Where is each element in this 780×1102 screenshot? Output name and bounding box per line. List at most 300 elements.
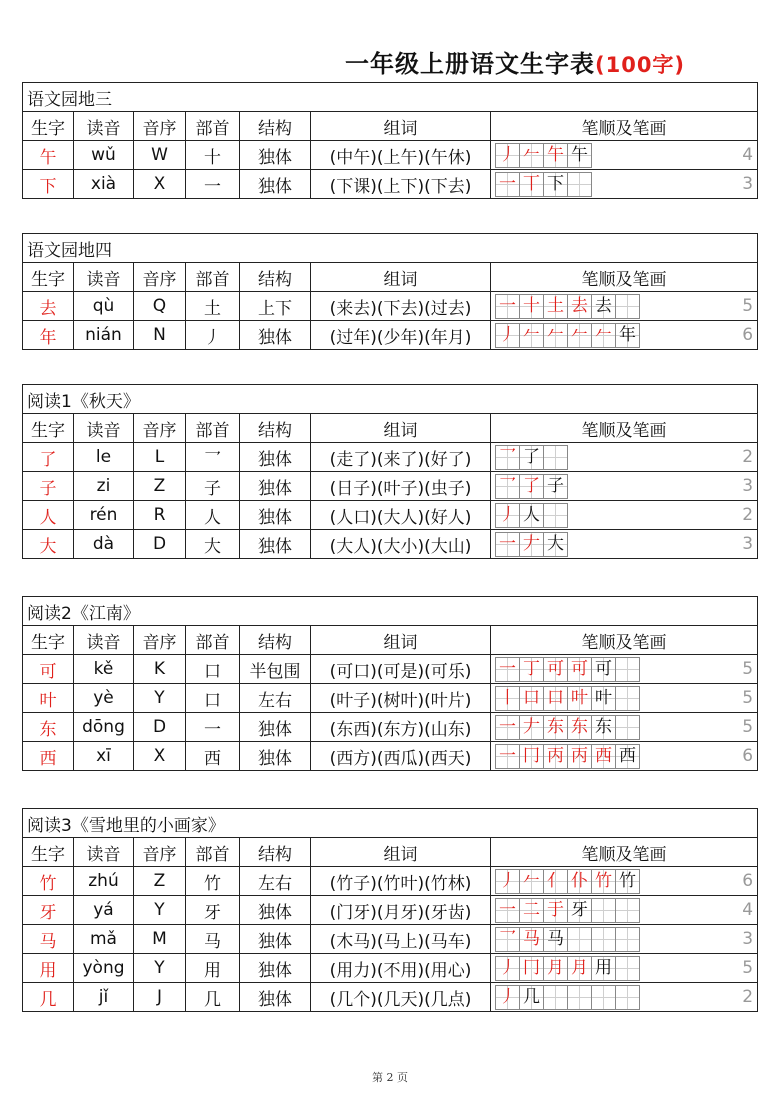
stroke-step: 𠂉: [523, 145, 540, 165]
stroke-box: [495, 985, 520, 1010]
column-header: 音序: [134, 112, 186, 141]
column-header: 结构: [240, 838, 311, 867]
pinyin-cell: dà: [74, 530, 134, 559]
stroke-step: 马: [547, 929, 564, 949]
stroke-grid: [495, 686, 640, 711]
stroke-order-cell: [491, 867, 758, 896]
radical-cell: 丿: [186, 321, 240, 350]
stroke-count: 6: [742, 746, 754, 766]
stroke-box: [543, 503, 568, 528]
stroke-count: 6: [742, 325, 754, 345]
stroke-order-cell: [491, 141, 758, 170]
column-header: 音序: [134, 838, 186, 867]
column-header: 笔顺及笔画: [491, 112, 758, 141]
stroke-grid: [495, 143, 592, 168]
stroke-box: [543, 445, 568, 470]
stroke-step: 可: [571, 659, 588, 679]
radical-cell: 土: [186, 292, 240, 321]
stroke-step: 月: [547, 958, 564, 978]
words-cell: (来去)(下去)(过去): [311, 292, 491, 321]
column-header: 笔顺及笔画: [491, 626, 758, 655]
stroke-order-cell: [491, 684, 758, 713]
table-row: [23, 292, 758, 321]
stroke-step: 用: [595, 958, 612, 978]
stroke-step: 乛: [499, 447, 516, 467]
structure-cell: 上下: [240, 292, 311, 321]
stroke-step: 西: [595, 746, 612, 766]
initial-cell: X: [134, 742, 186, 771]
stroke-step: 丿: [499, 958, 516, 978]
words-cell: (门牙)(月牙)(牙齿): [311, 896, 491, 925]
stroke-box: [567, 869, 592, 894]
character-cell: 午: [23, 141, 74, 170]
column-header: 部首: [186, 112, 240, 141]
character-cell: 下: [23, 170, 74, 199]
radical-cell: 十: [186, 141, 240, 170]
stroke-box: [543, 869, 568, 894]
pinyin-cell: nián: [74, 321, 134, 350]
stroke-grid: [495, 172, 592, 197]
stroke-box: [543, 985, 568, 1010]
column-header: 结构: [240, 263, 311, 292]
stroke-step: 西: [619, 746, 636, 766]
words-cell: (木马)(马上)(马车): [311, 925, 491, 954]
column-header: 部首: [186, 263, 240, 292]
stroke-box: [519, 503, 544, 528]
stroke-box: [519, 294, 544, 319]
stroke-box: [591, 869, 616, 894]
words-cell: (竹子)(竹叶)(竹林): [311, 867, 491, 896]
stroke-box: [495, 474, 520, 499]
table-row: [23, 867, 758, 896]
stroke-box: [567, 657, 592, 682]
initial-cell: Y: [134, 896, 186, 925]
structure-cell: 独体: [240, 141, 311, 170]
character-cell: 人: [23, 501, 74, 530]
stroke-step: 𠂉: [523, 871, 540, 891]
initial-cell: K: [134, 655, 186, 684]
structure-cell: 左右: [240, 684, 311, 713]
stroke-box: [615, 686, 640, 711]
stroke-grid: [495, 956, 640, 981]
initial-cell: Z: [134, 472, 186, 501]
column-header: 组词: [311, 626, 491, 655]
stroke-box: [591, 715, 616, 740]
pinyin-cell: mǎ: [74, 925, 134, 954]
column-header: 组词: [311, 263, 491, 292]
stroke-order-cell: [491, 954, 758, 983]
page-footer: 第 2 页: [372, 1071, 408, 1084]
stroke-box: [567, 985, 592, 1010]
stroke-step: 𠂇: [523, 717, 540, 737]
stroke-step: 丙: [571, 746, 588, 766]
stroke-step: 𠂇: [523, 534, 540, 554]
radical-cell: 乛: [186, 443, 240, 472]
stroke-box: [615, 869, 640, 894]
stroke-grid: [495, 445, 568, 470]
character-cell: 去: [23, 292, 74, 321]
stroke-box: [495, 503, 520, 528]
column-header: 组词: [311, 414, 491, 443]
initial-cell: N: [134, 321, 186, 350]
stroke-box: [591, 956, 616, 981]
stroke-box: [591, 323, 616, 348]
pinyin-cell: yè: [74, 684, 134, 713]
column-header: 音序: [134, 626, 186, 655]
table-row: [23, 684, 758, 713]
radical-cell: 大: [186, 530, 240, 559]
table-row: [23, 954, 758, 983]
stroke-grid: [495, 532, 568, 557]
stroke-step: 年: [619, 325, 636, 345]
stroke-order-cell: [491, 655, 758, 684]
stroke-step: 下: [547, 174, 564, 194]
stroke-order-cell: [491, 983, 758, 1012]
structure-cell: 独体: [240, 925, 311, 954]
stroke-box: [543, 532, 568, 557]
section-title: 语文园地三: [23, 83, 758, 112]
character-cell: 子: [23, 472, 74, 501]
column-header: 笔顺及笔画: [491, 838, 758, 867]
stroke-box: [519, 532, 544, 557]
stroke-step: 丿: [499, 987, 516, 1007]
header-row: [23, 838, 758, 867]
stroke-order-cell: [491, 896, 758, 925]
stroke-step: 𠂉: [523, 325, 540, 345]
pinyin-cell: dōng: [74, 713, 134, 742]
stroke-step: 叶: [571, 688, 588, 708]
table-row: [23, 655, 758, 684]
stroke-grid: [495, 985, 640, 1010]
stroke-box: [591, 898, 616, 923]
stroke-box: [543, 143, 568, 168]
structure-cell: 独体: [240, 530, 311, 559]
column-header: 生字: [23, 626, 74, 655]
table-row: [23, 472, 758, 501]
stroke-step: 乛: [499, 929, 516, 949]
pinyin-cell: yòng: [74, 954, 134, 983]
column-header: 笔顺及笔画: [491, 263, 758, 292]
radical-cell: 西: [186, 742, 240, 771]
radical-cell: 牙: [186, 896, 240, 925]
stroke-box: [615, 744, 640, 769]
structure-cell: 独体: [240, 983, 311, 1012]
stroke-box: [519, 323, 544, 348]
words-cell: (西方)(西瓜)(西天): [311, 742, 491, 771]
structure-cell: 独体: [240, 954, 311, 983]
stroke-count: 6: [742, 871, 754, 891]
stroke-order-cell: [491, 925, 758, 954]
pinyin-cell: xī: [74, 742, 134, 771]
radical-cell: 马: [186, 925, 240, 954]
column-header: 读音: [74, 112, 134, 141]
stroke-step: 午: [571, 145, 588, 165]
table-row: [23, 170, 758, 199]
structure-cell: 独体: [240, 170, 311, 199]
stroke-box: [591, 985, 616, 1010]
stroke-box: [519, 956, 544, 981]
stroke-step: 丿: [499, 325, 516, 345]
stroke-grid: [495, 657, 640, 682]
stroke-box: [567, 323, 592, 348]
column-header: 音序: [134, 414, 186, 443]
stroke-count: 5: [742, 296, 754, 316]
stroke-box: [519, 927, 544, 952]
section-title: 阅读2《江南》: [23, 597, 758, 626]
stroke-box: [519, 474, 544, 499]
column-header: 组词: [311, 112, 491, 141]
stroke-count: 3: [742, 476, 754, 496]
stroke-box: [519, 985, 544, 1010]
radical-cell: 口: [186, 655, 240, 684]
stroke-step: 了: [523, 447, 540, 467]
structure-cell: 独体: [240, 896, 311, 925]
stroke-grid: [495, 898, 640, 923]
pinyin-cell: le: [74, 443, 134, 472]
stroke-box: [567, 294, 592, 319]
stroke-count: 5: [742, 958, 754, 978]
stroke-step: 十: [523, 296, 540, 316]
stroke-grid: [495, 294, 640, 319]
structure-cell: 独体: [240, 443, 311, 472]
stroke-count: 5: [742, 717, 754, 737]
stroke-grid: [495, 927, 640, 952]
stroke-count: 4: [742, 145, 754, 165]
stroke-box: [495, 898, 520, 923]
character-cell: 年: [23, 321, 74, 350]
radical-cell: 一: [186, 713, 240, 742]
words-cell: (过年)(少年)(年月): [311, 321, 491, 350]
initial-cell: D: [134, 530, 186, 559]
column-header: 读音: [74, 626, 134, 655]
stroke-count: 5: [742, 659, 754, 679]
stroke-box: [495, 869, 520, 894]
character-cell: 竹: [23, 867, 74, 896]
section-title: 语文园地四: [23, 234, 758, 263]
stroke-step: 于: [547, 900, 564, 920]
stroke-box: [519, 686, 544, 711]
stroke-step: 丿: [499, 145, 516, 165]
table-row: [23, 742, 758, 771]
stroke-box: [591, 657, 616, 682]
stroke-box: [495, 172, 520, 197]
stroke-box: [495, 143, 520, 168]
pinyin-cell: qù: [74, 292, 134, 321]
stroke-box: [567, 744, 592, 769]
stroke-step: 一: [499, 296, 516, 316]
stroke-box: [615, 985, 640, 1010]
stroke-step: 𠂉: [571, 325, 588, 345]
stroke-box: [615, 927, 640, 952]
stroke-box: [519, 744, 544, 769]
stroke-box: [615, 898, 640, 923]
stroke-step: 几: [523, 987, 540, 1007]
stroke-box: [615, 323, 640, 348]
words-cell: (下课)(上下)(下去): [311, 170, 491, 199]
words-cell: (走了)(来了)(好了): [311, 443, 491, 472]
character-cell: 用: [23, 954, 74, 983]
stroke-box: [519, 715, 544, 740]
initial-cell: Z: [134, 867, 186, 896]
stroke-step: 二: [523, 900, 540, 920]
stroke-box: [543, 474, 568, 499]
title-text: 一年级上册语文生字表: [345, 50, 595, 78]
stroke-box: [495, 323, 520, 348]
structure-cell: 独体: [240, 501, 311, 530]
stroke-order-cell: [491, 472, 758, 501]
table-row: [23, 925, 758, 954]
stroke-box: [591, 744, 616, 769]
stroke-box: [615, 294, 640, 319]
stroke-box: [567, 956, 592, 981]
character-cell: 可: [23, 655, 74, 684]
stroke-step: 可: [595, 659, 612, 679]
stroke-box: [519, 172, 544, 197]
section-table: [22, 384, 758, 559]
character-cell: 马: [23, 925, 74, 954]
pinyin-cell: rén: [74, 501, 134, 530]
stroke-box: [567, 172, 592, 197]
stroke-step: 一: [499, 717, 516, 737]
stroke-step: 可: [547, 659, 564, 679]
title-count: (100字): [595, 53, 686, 77]
stroke-count: 3: [742, 534, 754, 554]
stroke-step: 丅: [523, 174, 540, 194]
stroke-order-cell: [491, 170, 758, 199]
radical-cell: 几: [186, 983, 240, 1012]
header-row: [23, 626, 758, 655]
stroke-step: 仆: [571, 871, 588, 891]
column-header: 生字: [23, 414, 74, 443]
section-table: [22, 82, 758, 199]
structure-cell: 半包围: [240, 655, 311, 684]
words-cell: (用力)(不用)(用心): [311, 954, 491, 983]
stroke-box: [495, 744, 520, 769]
stroke-box: [495, 686, 520, 711]
stroke-box: [543, 172, 568, 197]
pinyin-cell: zi: [74, 472, 134, 501]
stroke-count: 3: [742, 929, 754, 949]
stroke-box: [543, 686, 568, 711]
stroke-box: [495, 532, 520, 557]
stroke-step: 了: [523, 476, 540, 496]
initial-cell: J: [134, 983, 186, 1012]
initial-cell: L: [134, 443, 186, 472]
stroke-box: [543, 744, 568, 769]
stroke-box: [543, 898, 568, 923]
stroke-step: 一: [499, 534, 516, 554]
structure-cell: 左右: [240, 867, 311, 896]
pinyin-cell: kě: [74, 655, 134, 684]
stroke-count: 4: [742, 900, 754, 920]
stroke-step: 竹: [595, 871, 612, 891]
initial-cell: X: [134, 170, 186, 199]
words-cell: (可口)(可是)(可乐): [311, 655, 491, 684]
initial-cell: W: [134, 141, 186, 170]
stroke-step: 𠂉: [547, 325, 564, 345]
stroke-box: [495, 956, 520, 981]
stroke-step: 竹: [619, 871, 636, 891]
radical-cell: 子: [186, 472, 240, 501]
column-header: 笔顺及笔画: [491, 414, 758, 443]
column-header: 组词: [311, 838, 491, 867]
initial-cell: Y: [134, 954, 186, 983]
initial-cell: Q: [134, 292, 186, 321]
pinyin-cell: jǐ: [74, 983, 134, 1012]
stroke-step: 丁: [523, 659, 540, 679]
stroke-box: [495, 294, 520, 319]
structure-cell: 独体: [240, 472, 311, 501]
character-cell: 东: [23, 713, 74, 742]
table-row: [23, 501, 758, 530]
stroke-step: 𠂉: [595, 325, 612, 345]
stroke-grid: [495, 474, 568, 499]
stroke-step: 东: [595, 717, 612, 737]
stroke-order-cell: [491, 292, 758, 321]
words-cell: (人口)(大人)(好人): [311, 501, 491, 530]
stroke-step: 一: [499, 900, 516, 920]
character-cell: 西: [23, 742, 74, 771]
words-cell: (叶子)(树叶)(叶片): [311, 684, 491, 713]
stroke-box: [591, 927, 616, 952]
stroke-box: [543, 323, 568, 348]
stroke-step: 马: [523, 929, 540, 949]
stroke-box: [519, 898, 544, 923]
table-row: [23, 141, 758, 170]
stroke-box: [519, 869, 544, 894]
structure-cell: 独体: [240, 742, 311, 771]
table-row: [23, 530, 758, 559]
table-row: [23, 321, 758, 350]
stroke-grid: [495, 744, 640, 769]
stroke-box: [519, 657, 544, 682]
words-cell: (大人)(大小)(大山): [311, 530, 491, 559]
section-title: 阅读1《秋天》: [23, 385, 758, 414]
stroke-count: 2: [742, 505, 754, 525]
stroke-box: [519, 143, 544, 168]
radical-cell: 人: [186, 501, 240, 530]
section-table: [22, 596, 758, 771]
stroke-box: [495, 445, 520, 470]
stroke-box: [543, 927, 568, 952]
stroke-step: 月: [571, 958, 588, 978]
stroke-box: [567, 927, 592, 952]
stroke-box: [495, 657, 520, 682]
stroke-step: 亻: [547, 871, 564, 891]
stroke-count: 2: [742, 447, 754, 467]
character-cell: 大: [23, 530, 74, 559]
stroke-count: 5: [742, 688, 754, 708]
pinyin-cell: yá: [74, 896, 134, 925]
stroke-step: 去: [595, 296, 612, 316]
stroke-step: 丨: [499, 688, 516, 708]
stroke-grid: [495, 503, 568, 528]
stroke-grid: [495, 715, 640, 740]
stroke-step: 口: [547, 688, 564, 708]
stroke-box: [495, 715, 520, 740]
character-cell: 了: [23, 443, 74, 472]
radical-cell: 竹: [186, 867, 240, 896]
column-header: 生字: [23, 838, 74, 867]
stroke-order-cell: [491, 443, 758, 472]
structure-cell: 独体: [240, 713, 311, 742]
stroke-box: [543, 294, 568, 319]
section-title: 阅读3《雪地里的小画家》: [23, 809, 758, 838]
pinyin-cell: wǔ: [74, 141, 134, 170]
column-header: 读音: [74, 263, 134, 292]
stroke-box: [615, 657, 640, 682]
stroke-grid: [495, 869, 640, 894]
